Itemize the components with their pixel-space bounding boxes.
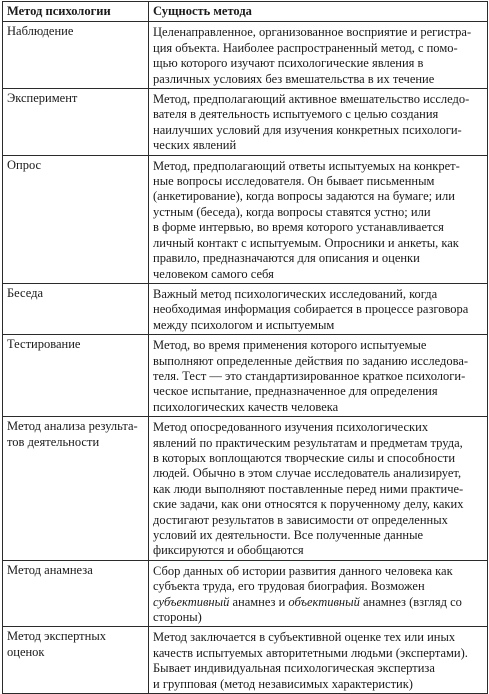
- description-line: и групповая (метод независимых характеристик): [153, 676, 413, 691]
- description-line: выполняют определенные действия по заданию исследова-: [153, 353, 469, 368]
- table-row: [3, 560, 488, 627]
- method-name-line: Метод анализа результа-: [7, 419, 138, 434]
- method-name: [3, 627, 149, 694]
- description-line: ные вопросы исследователя. Он бывает письменным: [153, 174, 435, 189]
- description-line: вателя в деятельность испытуемого с целью создания: [153, 107, 439, 122]
- method-name-line: Метод экспертных: [7, 629, 106, 644]
- method-name: Метод анамнеза: [3, 560, 149, 627]
- method-name: Опрос: [3, 155, 149, 283]
- text-fragment: анамнез и: [229, 594, 289, 609]
- description-line: Бывает индивидуальная психологическая экспертиза: [153, 661, 435, 676]
- method-description: [149, 417, 488, 561]
- method-name: [3, 417, 149, 561]
- description-line: Метод, предполагающий ответы испытуемых на конкрет-: [153, 158, 460, 173]
- table-header-row: [3, 2, 488, 22]
- method-description: [149, 627, 488, 694]
- method-name-line: оценок: [7, 644, 45, 659]
- description-line: стороны): [153, 610, 202, 625]
- method-name: Эксперимент: [3, 89, 149, 156]
- description-line: ческое испытание, предназначенное для определения: [153, 384, 438, 399]
- table-row: [3, 627, 488, 694]
- description-line: людей. Обычно в этом случае исследователь анализирует,: [153, 466, 462, 481]
- table-row: [3, 335, 488, 417]
- description-line: щью которого изучают психологические явления в: [153, 56, 424, 71]
- header-essence: Сущность метода: [149, 2, 488, 22]
- description-line: качеств испытуемых авторитетными людьми (экспертами).: [153, 645, 468, 660]
- description-line: Метод, во время применения которого испытуемые: [153, 338, 427, 353]
- description-line: личный контакт с испытуемым. Опросники и анкеты, как: [153, 235, 459, 250]
- table-row: [3, 89, 488, 156]
- description-line: явлений по практическим результатам и предметам труда,: [153, 435, 463, 450]
- description-line: ческих явлений: [153, 138, 237, 153]
- table-row: [3, 155, 488, 283]
- description-line: между психологом и испытуемым: [153, 317, 335, 332]
- method-description: [149, 283, 488, 334]
- description-line: теля. Тест — это стандартизированное краткое психологи-: [153, 368, 466, 383]
- method-description: [149, 335, 488, 417]
- method-description: [149, 155, 488, 283]
- method-description: [149, 22, 488, 89]
- method-name: Наблюдение: [3, 22, 149, 89]
- description-line: ские задачи, как они относятся к порученному делу, каких: [153, 497, 464, 512]
- description-line: Метод заключается в субъективной оценке тех или иных: [153, 630, 456, 645]
- description-line: в которых воплощаются творческие силы и способности: [153, 450, 456, 465]
- description-line: фиксируются и обобщаются: [153, 543, 304, 558]
- description-line: условий их деятельности. Все полученные данные: [153, 528, 424, 542]
- methods-table: [2, 1, 488, 694]
- header-method: Метод психологии: [3, 2, 149, 22]
- description-line: различных условиях без вмешательства в их течение: [153, 71, 435, 86]
- description-line: в форме интервью, во время которого устанавливается: [153, 220, 444, 235]
- description-line: Сбор данных об истории развития данного человека как: [153, 563, 453, 578]
- description-line: достигают результатов в зависимости от определенных: [153, 512, 448, 527]
- description-line: психологических качеств человека: [153, 399, 339, 414]
- description-line: (анкетирование), когда вопросы задаются на бумаге; или: [153, 189, 455, 204]
- description-line: как люди выполняют поставленные перед ними практиче-: [153, 481, 464, 496]
- objective-term: объективный: [288, 594, 360, 609]
- description-line: Важный метод психологических исследований, когда: [153, 286, 438, 301]
- description-line-mixed: [153, 595, 483, 610]
- description-line: наилучших условий для изучения конкретных психологи-: [153, 122, 462, 137]
- table-row: [3, 283, 488, 334]
- description-line: ция объекта. Наиболее распространенный метод, с помо-: [153, 40, 458, 55]
- description-line: Метод, предполагающий активное вмешательство исследо-: [153, 92, 470, 107]
- description-line: Целенаправленное, организованное восприятие и регистра-: [153, 25, 472, 40]
- method-name: Тестирование: [3, 335, 149, 417]
- method-name: Беседа: [3, 283, 149, 334]
- description-line: правило, предназначаются для описания и оценки: [153, 251, 420, 266]
- description-line: субъекта труда, его трудовая биография. Возможен: [153, 579, 425, 594]
- method-name-line: тов деятельности: [7, 434, 100, 449]
- text-fragment: анамнез (взгляд со: [359, 594, 462, 609]
- description-line: Метод опосредованного изучения психологических: [153, 420, 429, 435]
- subjective-term: субъективный: [153, 594, 230, 609]
- method-description: [149, 89, 488, 156]
- description-line: человеком самого себя: [153, 266, 274, 281]
- method-description: [149, 560, 488, 627]
- description-line: устным (беседа), когда вопросы ставятся устно; или: [153, 204, 431, 219]
- table-row: [3, 22, 488, 89]
- description-line: необходимая информация собирается в процессе разговора: [153, 302, 469, 317]
- table-row: [3, 417, 488, 561]
